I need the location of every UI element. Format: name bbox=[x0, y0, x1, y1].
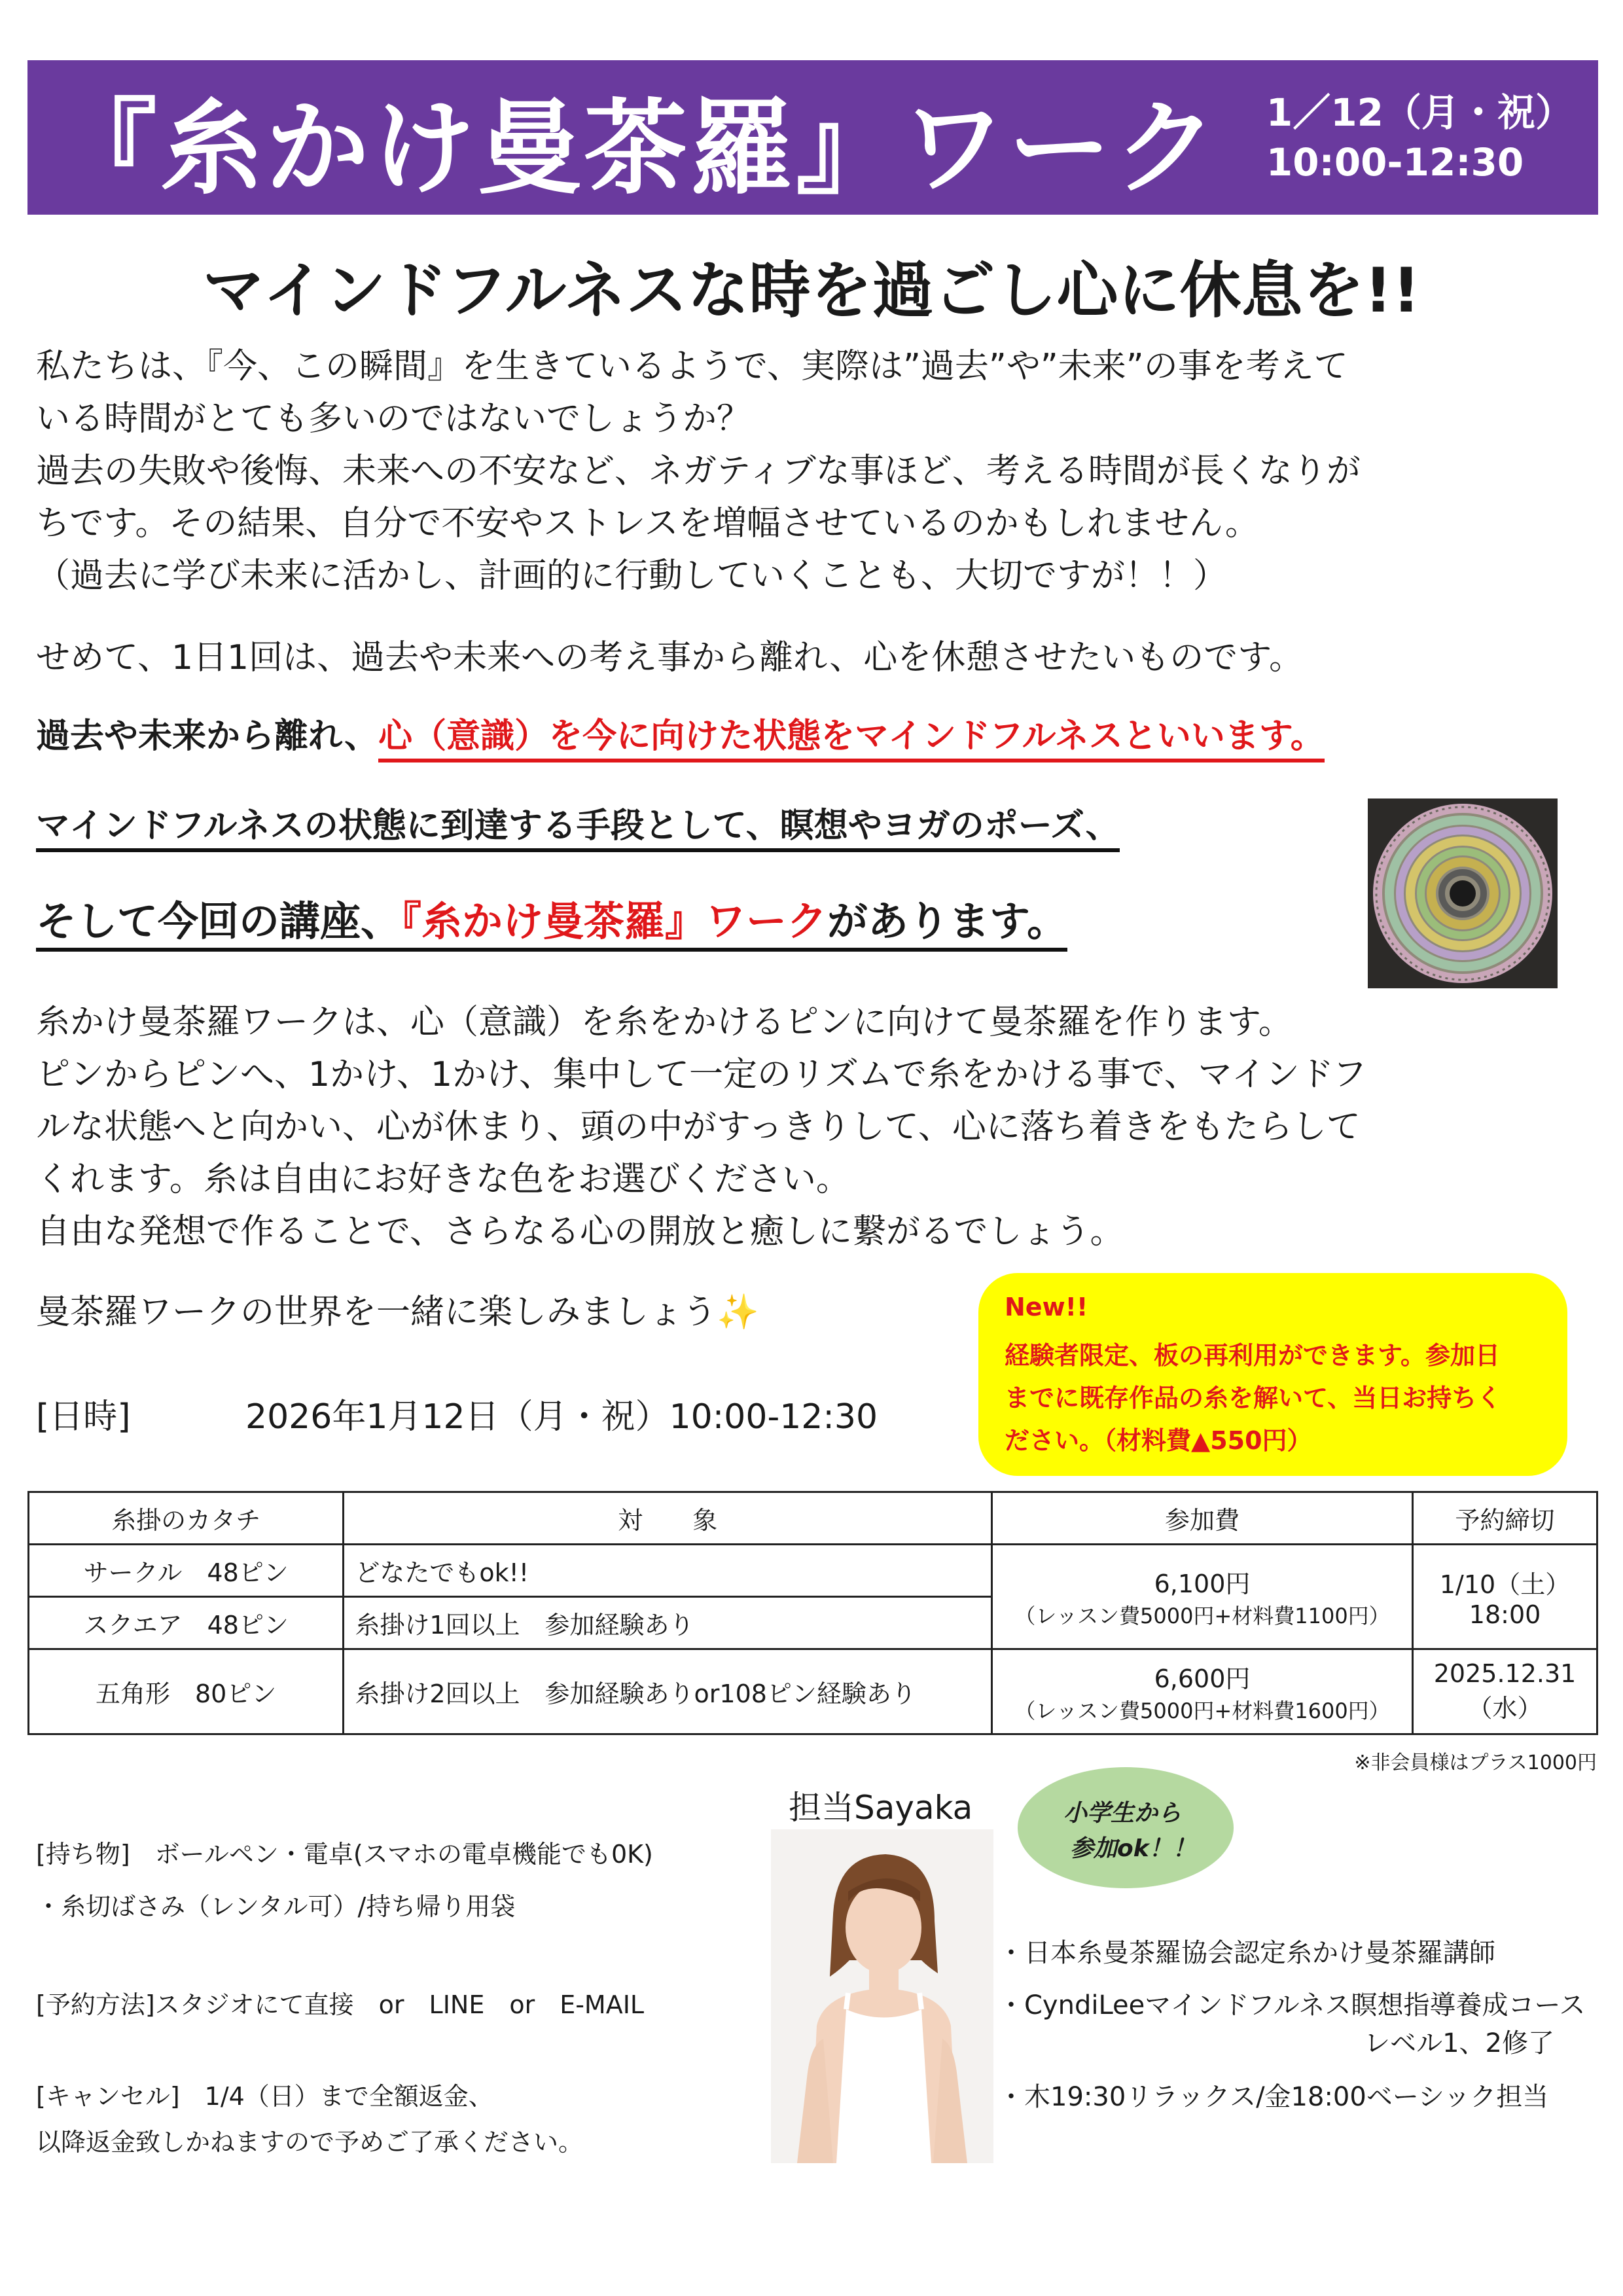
cancel-policy: [キャンセル] 1/4（日）まで全額返金、 bbox=[36, 2082, 493, 2111]
shape-cell: 五角形 80ピン bbox=[29, 1649, 344, 1734]
description-line: ピンからピンへ、1かけ、1かけ、集中して一定のリズムで糸をかける事で、マインドフ bbox=[36, 1055, 1367, 1094]
table-header-cell: 対 象 bbox=[344, 1492, 992, 1545]
deadline-time: 18:00 bbox=[1469, 1600, 1541, 1629]
header-banner bbox=[27, 60, 1598, 215]
deadline-date: 2025.12.31 bbox=[1433, 1659, 1577, 1688]
fee-detail: （レッスン費5000円+材料費1100円） bbox=[1014, 1604, 1390, 1628]
header-date bbox=[1266, 88, 1573, 187]
kids-bubble bbox=[1018, 1767, 1234, 1888]
description-line: 糸かけ曼茶羅ワークは、心（意識）を糸をかけるピンに向けて曼茶羅を作ります。 bbox=[36, 1003, 1293, 1042]
description-line: くれます。糸は自由にお好きな色をお選びください。 bbox=[36, 1160, 850, 1199]
credential-line: ・CyndiLeeマインドフルネス瞑想指導養成コース bbox=[998, 1990, 1586, 2020]
new-notice-heading: New!! bbox=[1005, 1293, 1088, 1321]
credential-line: ・日本糸曼茶羅協会認定糸かけ曼茶羅講師 bbox=[998, 1938, 1495, 1968]
credential-line: ・木19:30リラックス/金18:00ベーシック担当 bbox=[998, 2082, 1549, 2112]
instructor-photo bbox=[771, 1829, 993, 2163]
table-header-cell: 糸掛のカタチ bbox=[29, 1492, 344, 1545]
mandala-graphic bbox=[1368, 798, 1558, 988]
mindfulness-definition-b: 心（意識）を今に向けた状態をマインドフルネスといいます。 bbox=[378, 717, 1325, 762]
target-cell: 糸掛け2回以上 参加経験ありor108ピン経験あり bbox=[344, 1649, 992, 1734]
deadline-date: 1/10（土） bbox=[1439, 1570, 1571, 1599]
datetime-value: 2026年1月12日（月・祝）10:00-12:30 bbox=[245, 1397, 878, 1437]
intro-line: ちです。その結果、自分で不安やストレスを増幅させているのかもしれません。 bbox=[36, 504, 1259, 543]
target-cell: 糸掛け1回以上 参加経験あり bbox=[344, 1597, 992, 1649]
subtitle: マインドフルネスな時を過ごし心に休息を!! bbox=[202, 255, 1421, 327]
mindfulness-definition-a: 過去や未来から離れ、 bbox=[36, 717, 379, 756]
deadline-day: （水） bbox=[1467, 1694, 1543, 1723]
table-row bbox=[29, 1649, 1597, 1734]
intro-line: 私たちは、『今、この瞬間』を生きているようで、実際は”過去”や”未来”の事を考えて bbox=[36, 347, 1348, 386]
deadline-cell bbox=[1413, 1649, 1597, 1734]
means-text: マインドフルネスの状態に到達する手段として、瞑想やヨガのポーズ、 bbox=[36, 806, 1120, 852]
course-text-c: があります。 bbox=[827, 897, 1068, 945]
table-header-row bbox=[29, 1492, 1597, 1545]
bring-items-2: ・糸切ばさみ（レンタル可）/持ち帰り用袋 bbox=[36, 1892, 516, 1921]
course-text-a: そして今回の講座、 bbox=[36, 897, 402, 945]
shape-cell: サークル 48ピン bbox=[29, 1545, 344, 1597]
fee-table bbox=[27, 1491, 1598, 1735]
fee-cell bbox=[991, 1545, 1412, 1649]
course-line bbox=[36, 895, 1067, 948]
deadline-cell bbox=[1413, 1545, 1597, 1649]
page-title: 『糸かけ曼茶羅』ワーク bbox=[54, 88, 1220, 209]
fee-amount: 6,100円 bbox=[1154, 1570, 1251, 1598]
header-date-day: 1／12（月・祝） bbox=[1266, 90, 1573, 135]
cancel-policy-2: 以降返金致しかねますので予めご了承ください。 bbox=[36, 2128, 584, 2157]
mindfulness-definition bbox=[36, 710, 1325, 762]
table-row bbox=[29, 1545, 1597, 1597]
intro-line: （過去に学び未来に活かし、計画的に行動していくことも、大切ですが！！） bbox=[36, 556, 1228, 596]
new-notice-line: ださい。（材料費▲550円） bbox=[1005, 1426, 1312, 1455]
new-notice-line: までに既存作品の糸を解いて、当日お持ちく bbox=[1005, 1384, 1502, 1412]
description-line: 自由な発想で作ることで、さらなる心の開放と癒しに繋がるでしょう。 bbox=[36, 1212, 1124, 1251]
description-line: ルな状態へと向かい、心が休まり、頭の中がすっきりして、心に落ち着きをもたらして bbox=[36, 1107, 1361, 1147]
new-notice-box bbox=[978, 1273, 1567, 1476]
intro-line: いる時間がとても多いのではないでしょうか？ bbox=[36, 399, 751, 439]
target-cell: どなたでもok!! bbox=[344, 1545, 992, 1597]
instructor-portrait bbox=[771, 1829, 993, 2163]
table-header-cell: 参加費 bbox=[991, 1492, 1412, 1545]
fee-detail: （レッスン費5000円+材料費1600円） bbox=[1014, 1698, 1390, 1723]
course-text-b: 『糸かけ曼茶羅』ワーク bbox=[401, 897, 828, 945]
bring-items: [持ち物] ボールペン・電卓(スマホの電卓機能でも0K) bbox=[36, 1840, 653, 1869]
shape-cell: スクエア 48ピン bbox=[29, 1597, 344, 1649]
table-header-cell: 予約締切 bbox=[1413, 1492, 1597, 1545]
credential-line: レベル1、2修了 bbox=[1364, 2028, 1554, 2058]
new-notice-line: 経験者限定、板の再利用ができます。参加日 bbox=[1005, 1341, 1500, 1370]
kids-bubble-line: 小学生から bbox=[1063, 1800, 1182, 1827]
intro-line: せめて、1日1回は、過去や未来への考え事から離れ、心を休憩させたいものです。 bbox=[36, 638, 1304, 677]
means-line bbox=[36, 800, 1120, 852]
intro-line: 過去の失敗や後悔、未来への不安など、ネガティブな事ほど、考える時間が長くなりが bbox=[36, 452, 1361, 491]
reservation-method: [予約方法]スタジオにて直接 or LINE or E-MAIL bbox=[36, 1990, 645, 2019]
datetime-label: [日時] bbox=[36, 1397, 131, 1437]
kids-bubble-line: 参加ok！！ bbox=[1070, 1835, 1196, 1862]
header-date-time: 10:00-12:30 bbox=[1266, 140, 1524, 185]
nonmember-note: ※非会員様はプラス1000円 bbox=[1354, 1751, 1597, 1774]
mandala-image bbox=[1368, 798, 1558, 988]
instructor-label: 担当Sayaka bbox=[789, 1789, 973, 1827]
fee-cell bbox=[991, 1649, 1412, 1734]
fee-amount: 6,600円 bbox=[1154, 1664, 1251, 1693]
enjoy-line: 曼茶羅ワークの世界を一緒に楽しみましょう✨ bbox=[36, 1293, 759, 1332]
course-text bbox=[36, 897, 1067, 952]
